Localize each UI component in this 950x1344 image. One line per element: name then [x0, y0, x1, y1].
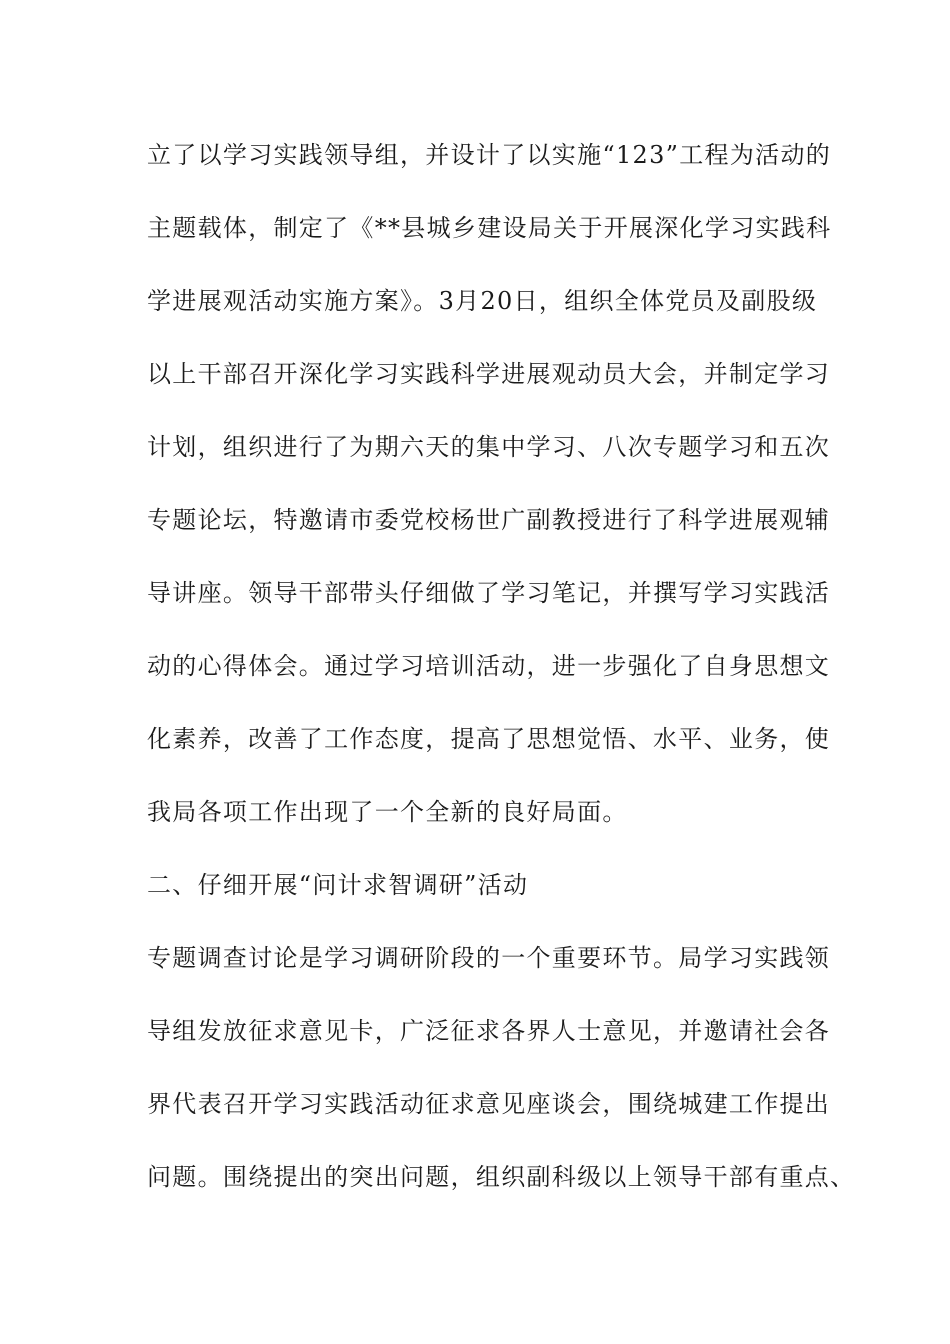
paragraph-line: 计划，组织进行了为期六天的集中学习、八次专题学习和五次 — [147, 433, 831, 461]
paragraph-line: 主题载体，制定了《**县城乡建设局关于开展深化学习实践科 — [147, 214, 832, 242]
paragraph-line: 学进展观活动实施方案》。3月20日，组织全体党员及副股级 — [147, 287, 818, 315]
paragraph-line: 专题调查讨论是学习调研阶段的一个重要环节。局学习实践领 — [147, 944, 831, 972]
paragraph-line: 立了以学习实践领导组，并设计了以实施“123”工程为活动的 — [147, 141, 832, 169]
paragraph-line: 导讲座。领导干部带头仔细做了学习笔记，并撰写学习实践活 — [147, 579, 831, 607]
paragraph-line: 导组发放征求意见卡，广泛征求各界人士意见，并邀请社会各 — [147, 1017, 831, 1045]
paragraph-line: 界代表召开学习实践活动征求意见座谈会，围绕城建工作提出 — [147, 1090, 831, 1118]
paragraph-line: 化素养，改善了工作态度，提高了思想觉悟、水平、业务，使 — [147, 725, 831, 753]
paragraph-line: 动的心得体会。通过学习培训活动，进一步强化了自身思想文 — [147, 652, 831, 680]
paragraph-line: 以上干部召开深化学习实践科学进展观动员大会，并制定学习 — [147, 360, 831, 388]
paragraph-line: 问题。围绕提出的突出问题，组织副科级以上领导干部有重点、 — [147, 1163, 856, 1191]
paragraph-line: 专题论坛，特邀请市委党校杨世广副教授进行了科学进展观辅 — [147, 506, 831, 534]
section-heading: 二、仔细开展“问计求智调研”活动 — [147, 871, 529, 899]
paragraph-line: 我局各项工作出现了一个全新的良好局面。 — [147, 798, 628, 826]
